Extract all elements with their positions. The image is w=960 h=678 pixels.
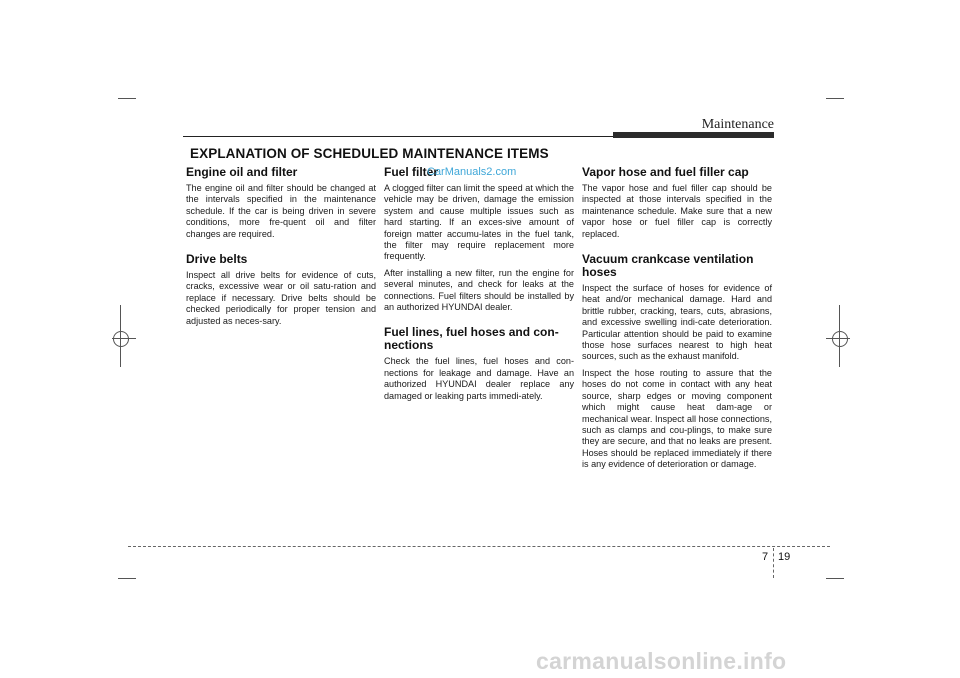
watermark-link[interactable]: CarManuals2.com xyxy=(427,166,517,178)
header-rule xyxy=(183,136,613,137)
paragraph: Check the fuel lines, fuel hoses and con-nections for leakage and damage. Have an authorized HYUNDAI dealer replace any damaged or leaking parts immedi-ately. xyxy=(384,356,574,401)
paragraph: A clogged filter can limit the speed at which the vehicle may be driven, damage the emission system and cause multiple issues such as hard starting. If an exces-sive amount of foreign matter accumu-lates in the fuel tank, the filter may require replacement more frequently. xyxy=(384,183,574,262)
paragraph: Inspect all drive belts for evidence of cuts, cracks, excessive wear or oil satu-ration and replace if necessary. Drive belts should be checked periodically for proper tension and adjusted as neces-sary. xyxy=(186,270,376,326)
heading-vapor-hose: Vapor hose and fuel filler cap xyxy=(582,165,749,179)
paragraph: After installing a new filter, run the engine for several minutes, and check for leaks at the connections. Fuel filters should be installed by an authorized HYUNDAI dealer. xyxy=(384,267,574,313)
heading-fuel-lines: Fuel lines, fuel hoses and con-nections xyxy=(384,325,559,353)
registration-mark xyxy=(113,331,129,347)
page-number: 19 xyxy=(778,551,791,563)
crop-mark xyxy=(118,98,136,99)
heading-fuel-filter: Fuel filter xyxy=(384,165,439,179)
page-title: EXPLANATION OF SCHEDULED MAINTENANCE ITEMS xyxy=(190,146,549,161)
paragraph: The engine oil and filter should be changed at the intervals specified in the maintenance schedule. If the car is being driven in severe conditions, more fre-quent oil and filter changes are required. xyxy=(186,183,376,239)
paragraph: Inspect the surface of hoses for evidence of heat and/or mechanical damage. Hard and brittle rubber, cracking, tears, cuts, abrasions, and excessive swelling indi-cate deterioration. Particular attention should be paid to examine those hose surfaces nearest to high heat sources, such as the exhaust manifold. xyxy=(582,283,772,362)
page-number-separator xyxy=(773,548,774,578)
chapter-number: 7 xyxy=(762,551,769,563)
footer-rule xyxy=(128,546,830,547)
column-2 xyxy=(384,166,574,407)
site-watermark: carmanualsonline.info xyxy=(536,648,787,674)
section-name: Maintenance xyxy=(701,117,774,132)
registration-mark xyxy=(832,331,848,347)
paragraph: Inspect the hose routing to assure that the hoses do not come in contact with any heat source, sharp edges or moving component which might cause heat dam-age or mechanical wear. Inspect all hose connections, such as clamps and cou-plings, to make sure they are secure, and that no leaks are present. Hoses should be replaced immediately if there is any evidence of deterioration or damage. xyxy=(582,367,772,470)
header-rule-accent xyxy=(613,132,774,138)
crop-mark xyxy=(826,578,844,579)
crop-mark xyxy=(826,98,844,99)
column-3 xyxy=(582,166,772,476)
paragraph: The vapor hose and fuel filler cap should be inspected at those intervals specified in the maintenance schedule. Make sure that a new vapor hose or fuel filler cap is correctly replaced. xyxy=(582,183,772,239)
heading-engine-oil: Engine oil and filter xyxy=(186,165,298,179)
crop-mark xyxy=(118,578,136,579)
heading-vacuum-hoses: Vacuum crankcase ventilation hoses xyxy=(582,252,754,280)
column-1 xyxy=(186,166,376,332)
heading-drive-belts: Drive belts xyxy=(186,252,248,267)
